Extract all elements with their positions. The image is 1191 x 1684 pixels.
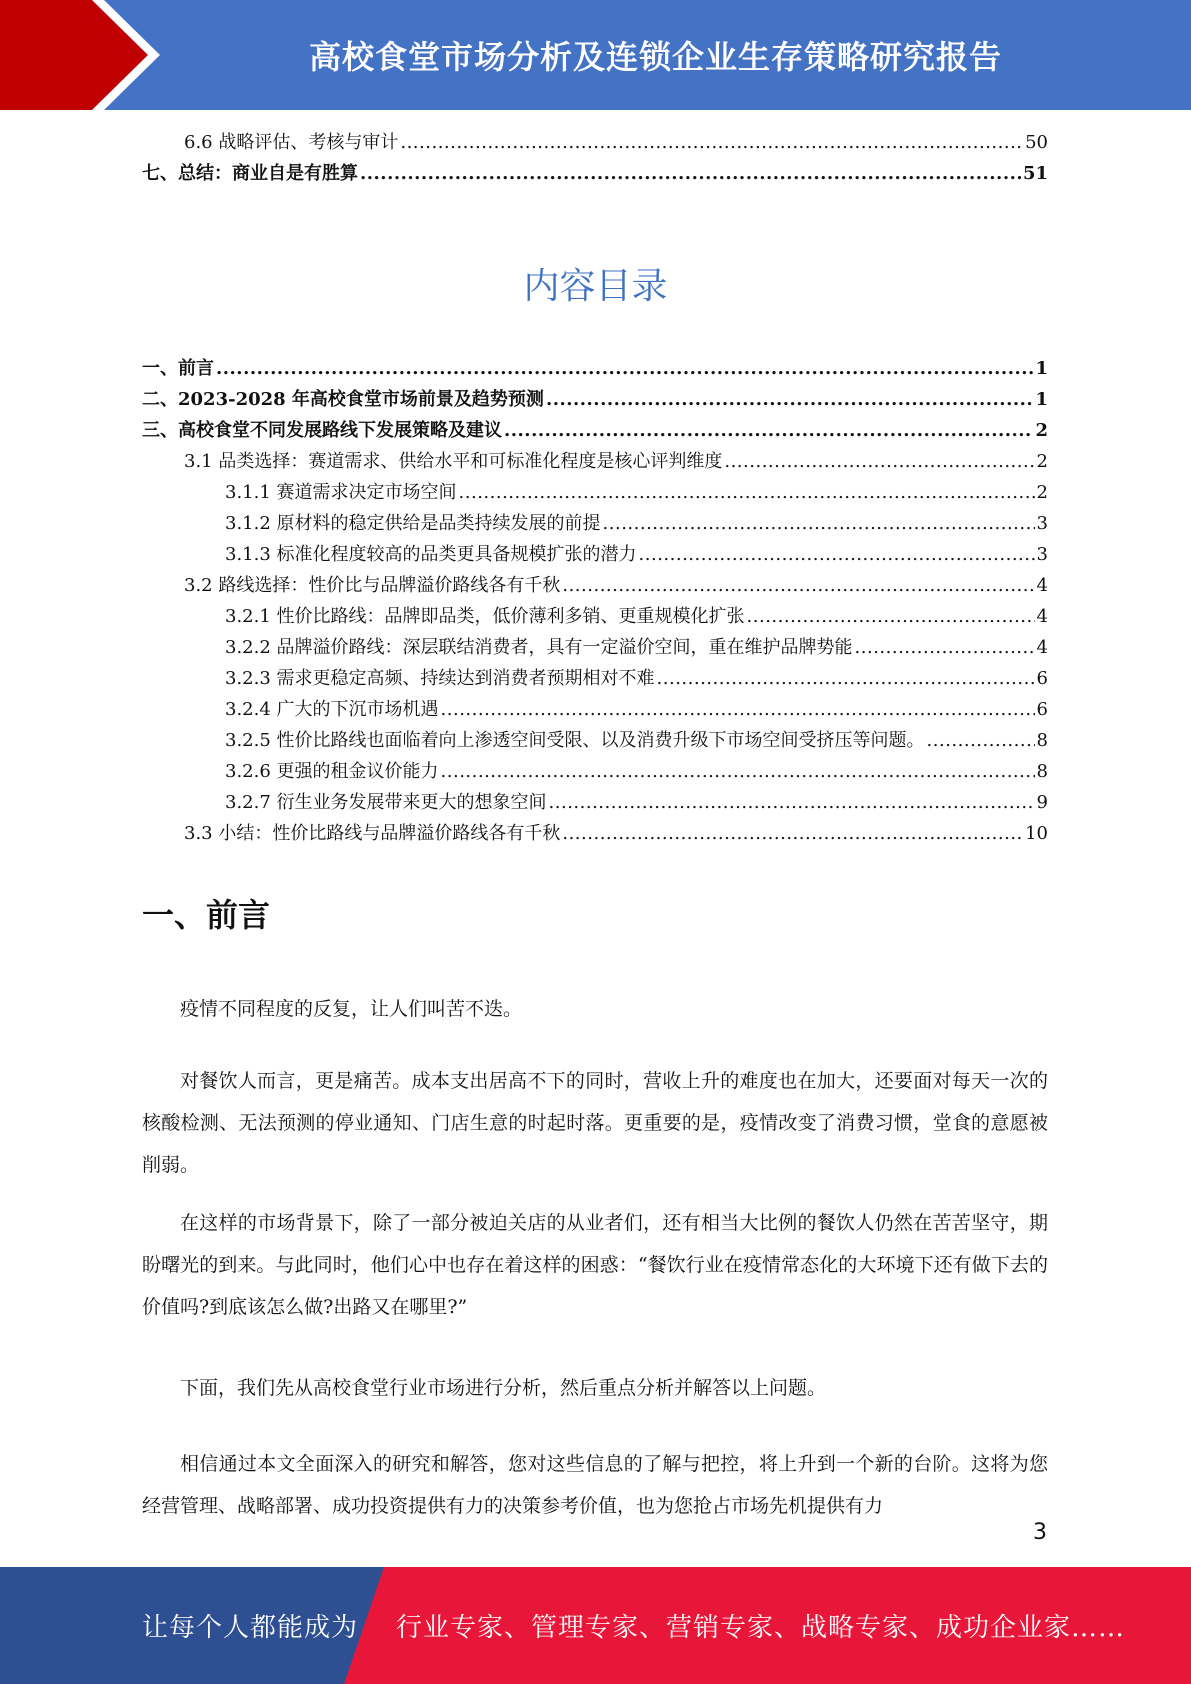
toc-entry-label: 七、总结：商业自是有胜算 bbox=[142, 163, 358, 184]
toc-entry-page: 2 bbox=[1036, 451, 1048, 472]
toc-entry[interactable] bbox=[184, 572, 1048, 600]
toc-leader-dots bbox=[724, 448, 1034, 476]
toc-entry-label: 三、高校食堂不同发展路线下发展策略及建议 bbox=[142, 420, 502, 441]
toc-entry-page: 6 bbox=[1036, 668, 1048, 689]
page-number: 3 bbox=[1033, 1520, 1047, 1545]
toc-entry[interactable] bbox=[184, 129, 1048, 157]
page-header bbox=[0, 0, 1191, 110]
report-title: 高校食堂市场分析及连锁企业生存策略研究报告 bbox=[308, 38, 1002, 76]
toc-entry[interactable] bbox=[225, 758, 1048, 786]
toc-entry-label: 3.2.4 广大的下沉市场机遇 bbox=[225, 699, 439, 720]
toc-leader-dots bbox=[504, 417, 1033, 445]
body-paragraph: 对餐饮人而言，更是痛苦。成本支出居高不下的同时，营收上升的难度也在加大，还要面对每天一次的核酸检测、无法预测的停业通知、门店生意的时起时落。更重要的是，疫情改变了消费习惯，堂食的意愿被削弱。 bbox=[142, 1070, 1048, 1176]
toc-entry-label: 3.1.3 标准化程度较高的品类更具备规模扩张的潜力 bbox=[225, 544, 637, 565]
footer-slogan-left: 让每个人都能成为 bbox=[142, 1613, 359, 1643]
toc-entry-label: 3.3 小结：性价比路线与品牌溢价路线各有千秋 bbox=[184, 823, 561, 844]
toc-entry[interactable] bbox=[184, 820, 1048, 848]
toc-entry[interactable] bbox=[142, 386, 1048, 414]
toc-leader-dots bbox=[855, 634, 1035, 662]
toc-leader-dots bbox=[441, 758, 1035, 786]
toc-leader-dots bbox=[562, 820, 1023, 848]
toc-entry[interactable] bbox=[184, 448, 1048, 476]
toc-leader-dots bbox=[927, 727, 1035, 755]
toc-entry-page: 3 bbox=[1036, 544, 1048, 565]
body-paragraph: 在这样的市场背景下，除了一部分被迫关店的从业者们，还有相当大比例的餐饮人仍然在苦苦坚守，期盼曙光的到来。与此同时，他们心中也存在着这样的困惑：“餐饮行业在疫情常态化的大环境下还有做下去的价值吗?到底该怎么做?出路又在哪里?” bbox=[142, 1212, 1048, 1318]
toc-entry-page: 2 bbox=[1036, 482, 1048, 503]
page-footer bbox=[0, 1567, 1191, 1684]
body-paragraph: 下面，我们先从高校食堂行业市场进行分析，然后重点分析并解答以上问题。 bbox=[180, 1377, 827, 1399]
toc-entry-page: 8 bbox=[1036, 730, 1048, 751]
toc-entry-label: 3.1 品类选择：赛道需求、供给水平和可标准化程度是核心评判维度 bbox=[184, 451, 723, 472]
body-paragraph: 疫情不同程度的反复，让人们叫苦不迭。 bbox=[180, 998, 523, 1020]
toc-leader-dots bbox=[546, 386, 1034, 414]
toc-entry-page: 4 bbox=[1036, 637, 1048, 658]
toc-heading: 内容目录 bbox=[523, 266, 668, 307]
toc-leader-dots bbox=[441, 696, 1035, 724]
toc-entry[interactable] bbox=[225, 510, 1048, 538]
toc-entry[interactable] bbox=[142, 417, 1048, 445]
toc-leader-dots bbox=[747, 603, 1035, 631]
toc-entry-page: 6 bbox=[1036, 699, 1048, 720]
toc-entry-label: 二、2023-2028 年高校食堂市场前景及趋势预测 bbox=[142, 389, 544, 410]
footer-slogan-right: 行业专家、管理专家、营销专家、战略专家、成功企业家…… bbox=[396, 1613, 1126, 1643]
toc-entry-label: 3.2.3 需求更稳定高频、持续达到消费者预期相对不难 bbox=[225, 668, 655, 689]
toc-entry-label: 一、前言 bbox=[142, 358, 214, 379]
toc-entry-label: 3.2.1 性价比路线：品牌即品类，低价薄利多销、更重规模化扩张 bbox=[225, 606, 745, 627]
toc-entry-page: 2 bbox=[1035, 420, 1048, 441]
toc-entry[interactable] bbox=[142, 160, 1048, 188]
toc-entry-label: 3.2 路线选择：性价比与品牌溢价路线各有千秋 bbox=[184, 575, 561, 596]
toc-entry-page: 9 bbox=[1036, 792, 1048, 813]
toc-leader-dots bbox=[216, 355, 1033, 383]
toc-entry-label: 3.2.2 品牌溢价路线：深层联结消费者，具有一定溢价空间，重在维护品牌势能 bbox=[225, 637, 853, 658]
toc-entry[interactable] bbox=[225, 603, 1048, 631]
section-heading: 一、前言 bbox=[142, 896, 271, 934]
toc-entry[interactable] bbox=[225, 665, 1048, 693]
toc-entry[interactable] bbox=[225, 634, 1048, 662]
toc-entry[interactable] bbox=[142, 355, 1048, 383]
toc-entry[interactable] bbox=[225, 789, 1048, 817]
toc-leader-dots bbox=[400, 129, 1023, 157]
toc-leader-dots bbox=[549, 789, 1035, 817]
toc-entry[interactable] bbox=[225, 479, 1048, 507]
toc-leader-dots bbox=[459, 479, 1035, 507]
toc-entry[interactable] bbox=[225, 696, 1048, 724]
toc-leader-dots bbox=[360, 160, 1021, 188]
toc-entry[interactable] bbox=[225, 727, 1048, 755]
toc-leader-dots bbox=[657, 665, 1035, 693]
body-paragraph: 相信通过本文全面深入的研究和解答，您对这些信息的了解与把控，将上升到一个新的台阶。这将为您经营管理、战略部署、成功投资提供有力的决策参考价值，也为您抢占市场先机提供有力 bbox=[142, 1453, 1048, 1517]
toc-entry-label: 3.1.2 原材料的稳定供给是品类持续发展的前提 bbox=[225, 513, 601, 534]
toc-entry-page: 50 bbox=[1025, 132, 1048, 153]
toc-leader-dots bbox=[639, 541, 1035, 569]
toc-entry-label: 6.6 战略评估、考核与审计 bbox=[184, 132, 399, 153]
toc-entry-label: 3.2.7 衍生业务发展带来更大的想象空间 bbox=[225, 792, 547, 813]
toc-entry-page: 1 bbox=[1035, 389, 1048, 410]
toc-leader-dots bbox=[603, 510, 1035, 538]
toc-leader-dots bbox=[562, 572, 1034, 600]
toc-entry[interactable] bbox=[225, 541, 1048, 569]
toc-entry-page: 3 bbox=[1036, 513, 1048, 534]
toc-entry-page: 51 bbox=[1022, 163, 1048, 184]
toc-entry-page: 4 bbox=[1036, 606, 1048, 627]
toc-entry-page: 4 bbox=[1036, 575, 1048, 596]
toc-entry-page: 10 bbox=[1025, 823, 1048, 844]
toc-entry-page: 8 bbox=[1036, 761, 1048, 782]
toc-entry-label: 3.1.1 赛道需求决定市场空间 bbox=[225, 482, 457, 503]
toc-entry-label: 3.2.6 更强的租金议价能力 bbox=[225, 761, 439, 782]
toc-entry-label: 3.2.5 性价比路线也面临着向上渗透空间受限、以及消费升级下市场空间受挤压等问题。 bbox=[225, 730, 925, 751]
toc-entry-page: 1 bbox=[1035, 358, 1048, 379]
